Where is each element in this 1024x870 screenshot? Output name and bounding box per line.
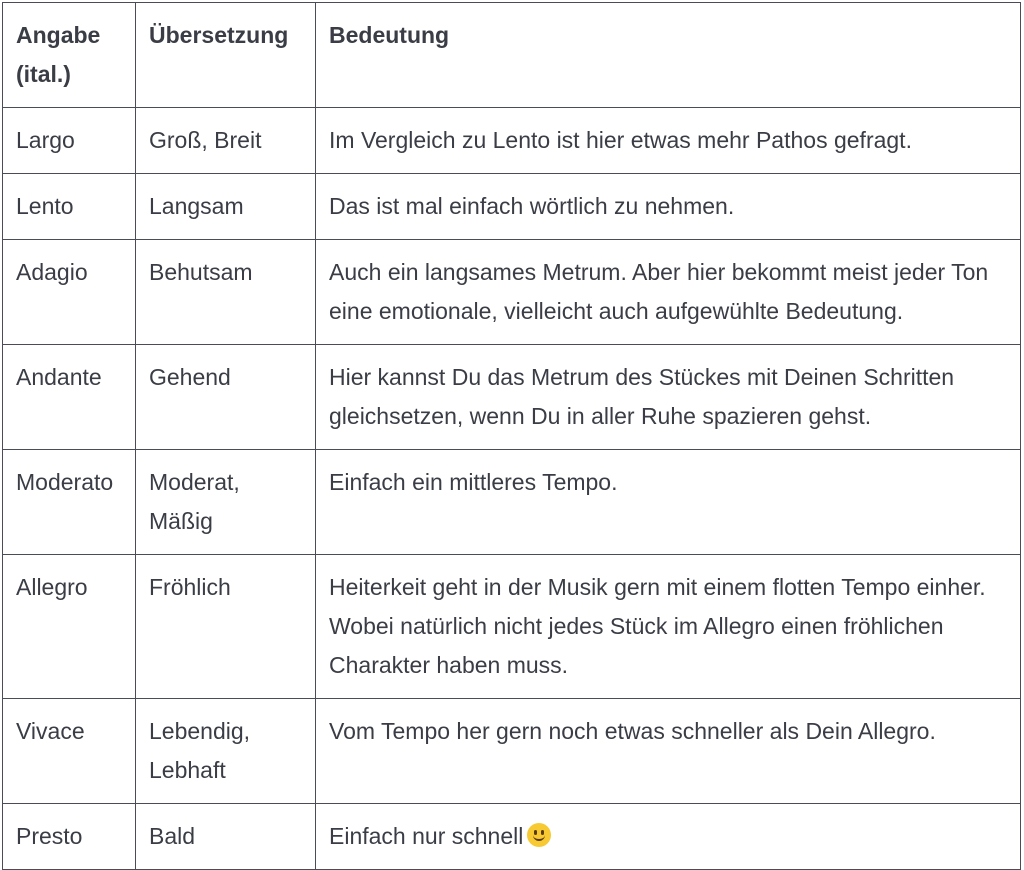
cell-term: Andante xyxy=(3,345,136,450)
table-row xyxy=(3,108,1021,174)
cell-term: Largo xyxy=(3,108,136,174)
cell-translation: Bald xyxy=(136,804,316,870)
cell-translation: Fröhlich xyxy=(136,555,316,699)
table-row xyxy=(3,174,1021,240)
table-row xyxy=(3,804,1021,870)
slightly-smiling-face-icon xyxy=(527,823,551,847)
cell-meaning: Das ist mal einfach wörtlich zu nehmen. xyxy=(316,174,1021,240)
cell-meaning: Vom Tempo her gern noch etwas schneller als Dein Allegro. xyxy=(316,699,1021,804)
cell-translation: Lebendig, Lebhaft xyxy=(136,699,316,804)
cell-translation: Behutsam xyxy=(136,240,316,345)
table-row xyxy=(3,450,1021,555)
table-row xyxy=(3,699,1021,804)
cell-translation: Langsam xyxy=(136,174,316,240)
table-body xyxy=(3,108,1021,870)
table-row xyxy=(3,555,1021,699)
cell-translation: Moderat, Mäßig xyxy=(136,450,316,555)
header-term: Angabe (ital.) xyxy=(3,3,136,108)
cell-meaning: Im Vergleich zu Lento ist hier etwas mehr Pathos gefragt. xyxy=(316,108,1021,174)
cell-meaning: Auch ein langsames Metrum. Aber hier bekommt meist jeder Ton eine emotionale, vielleicht auch aufgewühlte Bedeutung. xyxy=(316,240,1021,345)
cell-term: Lento xyxy=(3,174,136,240)
header-row xyxy=(3,3,1021,108)
cell-translation: Groß, Breit xyxy=(136,108,316,174)
cell-translation: Gehend xyxy=(136,345,316,450)
cell-term: Vivace xyxy=(3,699,136,804)
cell-meaning: Hier kannst Du das Metrum des Stückes mit Deinen Schritten gleichsetzen, wenn Du in aller Ruhe spazieren gehst. xyxy=(316,345,1021,450)
table-header xyxy=(3,3,1021,108)
table-row xyxy=(3,240,1021,345)
cell-meaning: Einfach ein mittleres Tempo. xyxy=(316,450,1021,555)
cell-term: Adagio xyxy=(3,240,136,345)
cell-term: Allegro xyxy=(3,555,136,699)
cell-meaning: Heiterkeit geht in der Musik gern mit einem flotten Tempo einher. Wobei natürlich nicht jedes Stück im Allegro einen fröhlichen Charakter haben muss. xyxy=(316,555,1021,699)
cell-meaning-text: Einfach nur schnell xyxy=(329,823,524,849)
cell-term: Moderato xyxy=(3,450,136,555)
cell-meaning xyxy=(316,804,1021,870)
tempo-table xyxy=(2,2,1021,870)
table-row xyxy=(3,345,1021,450)
header-meaning: Bedeutung xyxy=(316,3,1021,108)
cell-term: Presto xyxy=(3,804,136,870)
header-translation: Übersetzung xyxy=(136,3,316,108)
